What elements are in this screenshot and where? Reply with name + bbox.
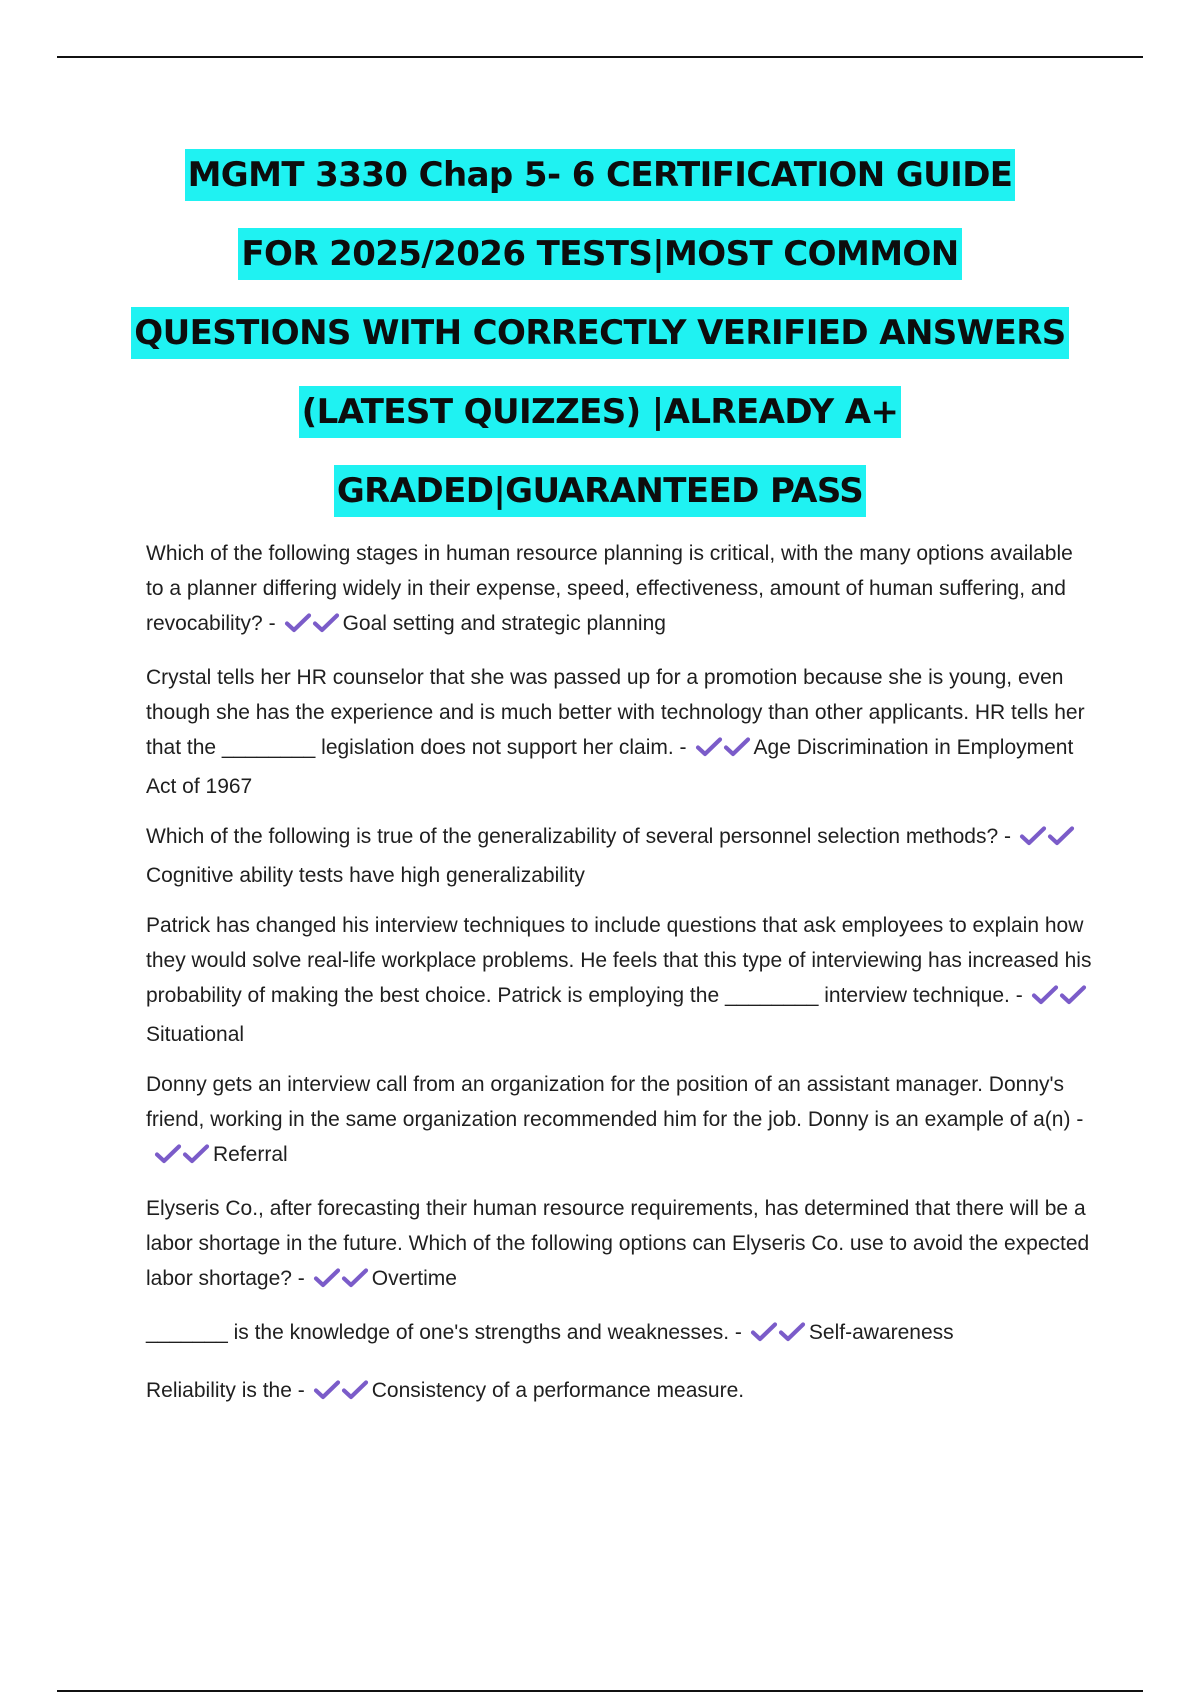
bottom-rule [57,1690,1143,1692]
title-text: FOR 2025/2026 TESTS|MOST COMMON [238,228,961,280]
separator: - [734,1321,742,1344]
separator: - [1076,1108,1084,1131]
qa-item [146,1373,1096,1412]
title-text: MGMT 3330 Chap 5- 6 CERTIFICATION GUIDE [185,149,1016,201]
title-text: QUESTIONS WITH CORRECTLY VERIFIED ANSWERS [131,307,1068,359]
check-icon [1047,825,1075,847]
separator: - [268,612,276,635]
answer-text: Overtime [371,1267,457,1290]
check-icon [1031,984,1059,1006]
check-icon [778,1321,806,1343]
check-icon [1019,825,1047,847]
qa-item [146,1067,1096,1176]
check-icon [284,612,312,634]
answer-text: Goal setting and strategic planning [342,612,666,635]
check-icon [695,736,723,758]
separator: - [679,736,687,759]
double-check-icon [154,1141,210,1176]
question-text: _______ is the knowledge of one's strengths and weaknesses. [146,1321,730,1344]
answer-text: Situational [146,1023,245,1046]
separator: - [297,1379,305,1402]
question-text: Which of the following stages in human resource planning is critical, with the many options available to a planner differing widely in their expense, speed, effectiveness, amount of human suffering, and revocability? [146,542,1073,635]
qa-item [146,1315,1096,1354]
title-line [60,142,1140,221]
qa-item [146,1191,1096,1300]
question-text: Patrick has changed his interview techniques to include questions that ask employees to explain how they would solve real-life workplace problems. He feels that this type of interviewing has increased his probability of making the best choice. Patrick is employing the ________ interview technique. [146,914,1092,1007]
double-check-icon [1019,823,1075,858]
answer-text: Referral [213,1143,288,1166]
check-icon [182,1143,210,1165]
check-icon [341,1267,369,1289]
double-check-icon [750,1319,806,1354]
title-line [60,379,1140,458]
title-text: GRADED|GUARANTEED PASS [334,465,866,517]
question-text: Which of the following is true of the generalizability of several personnel selection methods? [146,825,999,848]
qa-item [146,660,1096,804]
question-text: Donny gets an interview call from an organization for the position of an assistant manager. Donny's friend, working in the same organization recommended him for the job. Donny is an example of a(n) [146,1073,1071,1131]
qa-item [146,908,1096,1052]
question-text: Reliability is the [146,1379,292,1402]
double-check-icon [313,1265,369,1300]
answer-text: Cognitive ability tests have high generalizability [146,864,585,887]
qa-list [146,536,1096,1431]
title-line [60,300,1140,379]
check-icon [313,1267,341,1289]
qa-item [146,819,1096,893]
check-icon [1059,984,1087,1006]
qa-item [146,536,1096,645]
top-rule [57,56,1143,58]
check-icon [312,612,340,634]
double-check-icon [695,734,751,769]
check-icon [750,1321,778,1343]
question-text: Elyseris Co., after forecasting their human resource requirements, has determined that there will be a labor shortage in the future. Which of the following options can Elyseris Co. use to avoid the expected labor shortage? [146,1197,1090,1290]
double-check-icon [1031,982,1087,1017]
check-icon [313,1379,341,1401]
separator: - [297,1267,305,1290]
double-check-icon [284,610,340,645]
check-icon [723,736,751,758]
check-icon [154,1143,182,1165]
check-icon [341,1379,369,1401]
answer-text: Self-awareness [808,1321,954,1344]
answer-text: Age Discrimination in Employment Act of 1967 [146,736,1074,798]
double-check-icon [313,1377,369,1412]
document-title [60,142,1140,537]
title-line [60,221,1140,300]
separator: - [1003,825,1011,848]
separator: - [1015,984,1023,1007]
title-text: (LATEST QUIZZES) |ALREADY A+ [299,386,902,438]
title-line [60,458,1140,537]
question-text: Crystal tells her HR counselor that she was passed up for a promotion because she is young, even though she has the experience and is much better with technology than other applicants. HR tells her that the ________ legislation does not support her claim. [146,666,1085,759]
answer-text: Consistency of a performance measure. [371,1379,745,1402]
